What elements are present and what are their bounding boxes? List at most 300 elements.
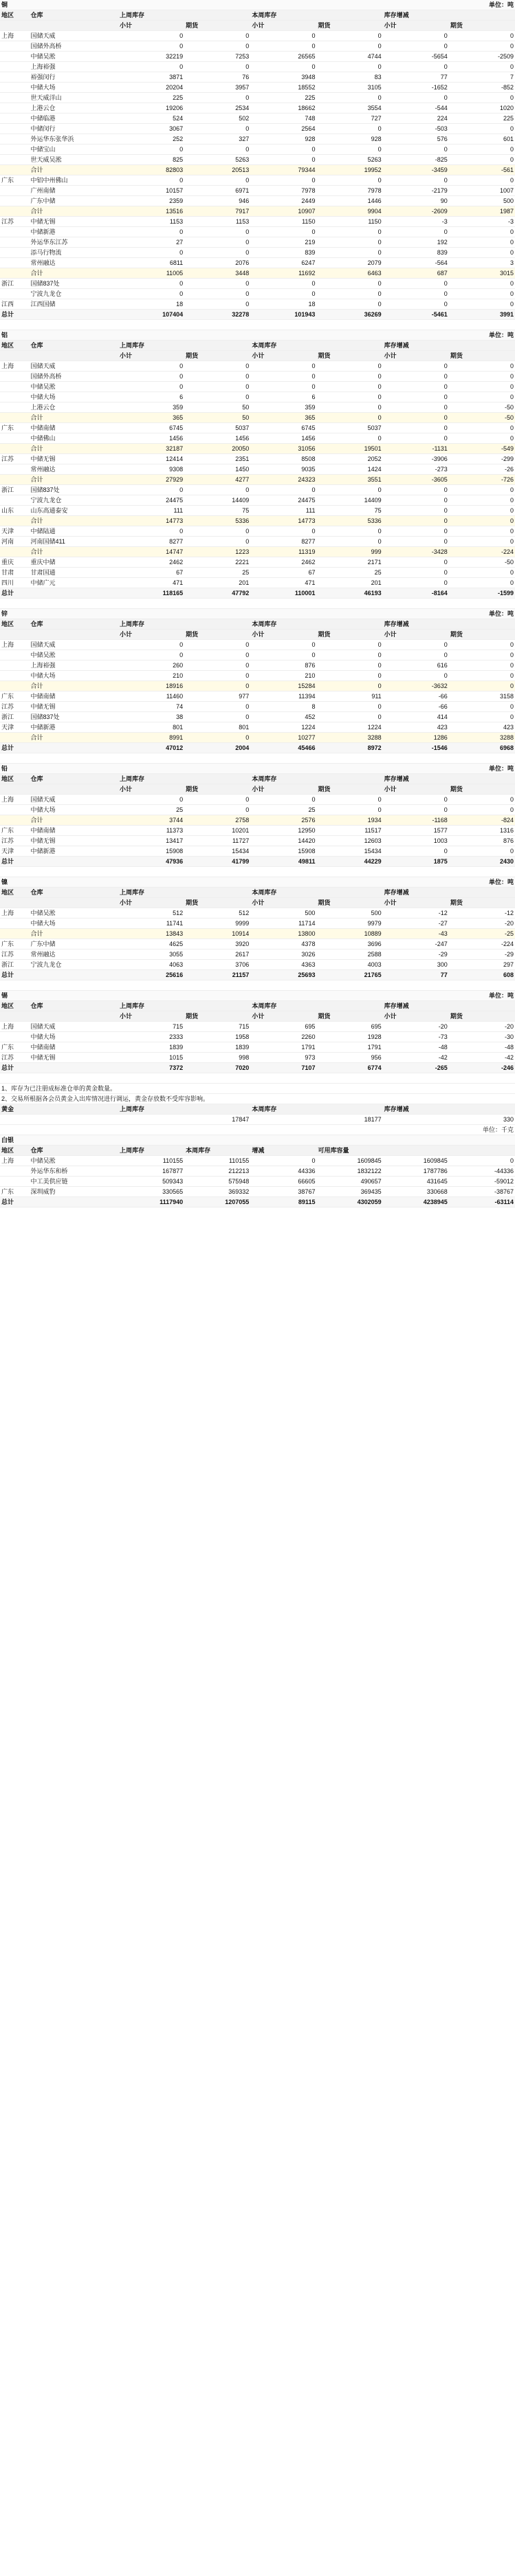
table-row <box>0 31 515 41</box>
metal-title: 镍 <box>0 877 383 888</box>
value-cell: 0 <box>449 423 515 433</box>
table-row <box>0 795 515 805</box>
value-cell: 50 <box>184 413 250 423</box>
table-row <box>0 62 515 72</box>
table-row <box>0 526 515 537</box>
header-cell: 仓库 <box>30 774 119 784</box>
value-cell: 0 <box>383 433 449 444</box>
value-cell: 8277 <box>118 537 184 547</box>
header-cell: 地区 <box>0 1001 30 1011</box>
value-cell: 1015 <box>118 1053 184 1063</box>
table-row <box>0 671 515 681</box>
region-cell: 总计 <box>0 310 30 320</box>
subheader-cell: 小计 <box>383 21 449 31</box>
value-cell: 0 <box>184 372 250 382</box>
value-cell: 500 <box>250 908 316 919</box>
value-cell: 14409 <box>316 495 382 506</box>
value-cell: 524 <box>118 114 184 124</box>
value-cell: 47792 <box>184 588 250 599</box>
warehouse-cell: 合计 <box>30 815 119 826</box>
value-cell: 67 <box>118 568 184 578</box>
value-cell: 14773 <box>250 516 316 526</box>
value-cell: 0 <box>316 289 382 299</box>
value-cell: 7107 <box>250 1063 316 1073</box>
value-cell: 0 <box>449 526 515 537</box>
value-cell: 0 <box>449 702 515 712</box>
value-cell: -5461 <box>383 310 449 320</box>
subheader-cell: 期货 <box>184 1011 250 1022</box>
value-cell: 0 <box>250 289 316 299</box>
table-row <box>0 72 515 83</box>
region-cell: 总计 <box>0 970 30 980</box>
value-cell: 0 <box>250 526 316 537</box>
header-cell: 仓库 <box>30 10 119 21</box>
subheader-cell <box>0 898 30 908</box>
value-cell: 0 <box>250 41 316 52</box>
silver-header-cell <box>383 1146 449 1156</box>
value-cell: 3551 <box>316 475 382 485</box>
table-row <box>0 578 515 588</box>
value-cell: 0 <box>184 41 250 52</box>
unit-label: 单位：吨 <box>383 0 515 10</box>
value-cell: 1286 <box>383 733 449 743</box>
value-cell: 252 <box>118 134 184 144</box>
value-cell: 0 <box>383 526 449 537</box>
region-cell: 上海 <box>0 640 30 650</box>
value-cell: -48 <box>383 1042 449 1053</box>
unit-label: 单位：吨 <box>383 877 515 888</box>
value-cell: 225 <box>250 93 316 103</box>
value-cell: -42 <box>383 1053 449 1063</box>
value-cell: -12 <box>383 908 449 919</box>
value-cell: 3696 <box>316 939 382 949</box>
gap-cell <box>0 599 515 609</box>
warehouse-cell: 宁波九龙仓 <box>30 289 119 299</box>
region-cell <box>0 681 30 691</box>
value-cell: 25 <box>184 568 250 578</box>
value-cell: 575948 <box>184 1177 250 1187</box>
value-cell: 928 <box>250 134 316 144</box>
value-cell: -852 <box>449 83 515 93</box>
region-cell <box>0 805 30 815</box>
metal-title-row <box>0 609 515 619</box>
section-gap <box>0 320 515 330</box>
warehouse-cell: 山东高通泰安 <box>30 506 119 516</box>
value-cell: 0 <box>449 805 515 815</box>
value-cell: 4378 <box>250 939 316 949</box>
value-cell: -561 <box>449 165 515 175</box>
value-cell: 0 <box>383 557 449 568</box>
unit-label: 单位：吨 <box>383 609 515 619</box>
region-cell <box>0 206 30 217</box>
value-cell: 89115 <box>250 1197 316 1208</box>
value-cell: 0 <box>449 41 515 52</box>
header-cell <box>184 774 250 784</box>
region-cell <box>0 41 30 52</box>
value-cell: 27 <box>118 237 184 248</box>
warehouse-cell: 广州南储 <box>30 186 119 196</box>
value-cell: 75 <box>316 506 382 516</box>
region-cell: 广东 <box>0 826 30 836</box>
warehouse-cell: 中储无锡 <box>30 1053 119 1063</box>
value-cell: 0 <box>383 289 449 299</box>
value-cell: 0 <box>316 372 382 382</box>
header-row <box>0 341 515 351</box>
warehouse-cell: 外运华东和桥 <box>30 1166 119 1177</box>
value-cell: 0 <box>184 671 250 681</box>
warehouse-cell: 上海裕强 <box>30 62 119 72</box>
value-cell: 5263 <box>316 155 382 165</box>
gold-value-row <box>0 1115 515 1125</box>
value-cell: 19206 <box>118 103 184 114</box>
value-cell: 11714 <box>250 919 316 929</box>
value-cell: 20204 <box>118 83 184 93</box>
value-cell: 0 <box>383 495 449 506</box>
table-row <box>0 908 515 919</box>
value-cell: -3 <box>449 217 515 227</box>
value-cell: 0 <box>449 650 515 661</box>
gold-title: 黄金 <box>0 1104 118 1115</box>
warehouse-cell <box>30 310 119 320</box>
warehouse-cell: 中储南储 <box>30 826 119 836</box>
value-cell: 0 <box>449 279 515 289</box>
value-cell: -26 <box>449 464 515 475</box>
value-cell: 1787786 <box>383 1166 449 1177</box>
warehouse-cell: 常州融达 <box>30 949 119 960</box>
region-cell <box>0 165 30 175</box>
value-cell: 1424 <box>316 464 382 475</box>
header-cell <box>184 619 250 630</box>
value-cell: 0 <box>449 1156 515 1166</box>
value-cell: 0 <box>316 361 382 372</box>
value-cell: 2004 <box>184 743 250 753</box>
value-cell: 0 <box>383 795 449 805</box>
region-cell <box>0 62 30 72</box>
subheader-cell <box>0 784 30 795</box>
value-cell: 0 <box>184 661 250 671</box>
header-cell: 本周库存 <box>250 1001 316 1011</box>
warehouse-cell: 中储临港 <box>30 114 119 124</box>
subheader-cell: 小计 <box>250 630 316 640</box>
value-cell: 10277 <box>250 733 316 743</box>
region-cell <box>0 258 30 268</box>
subheader-cell: 期货 <box>184 898 250 908</box>
subheader-cell: 小计 <box>118 784 184 795</box>
region-cell <box>0 103 30 114</box>
subheader-cell <box>0 21 30 31</box>
region-cell: 总计 <box>0 1197 30 1208</box>
value-cell: 695 <box>250 1022 316 1032</box>
region-cell <box>0 83 30 93</box>
silver-header-cell: 增减 <box>250 1146 316 1156</box>
value-cell: 1456 <box>250 433 316 444</box>
warehouse-cell: 中储吴淞 <box>30 650 119 661</box>
subheader-cell: 期货 <box>316 784 382 795</box>
gold-change-value: 330 <box>383 1115 515 1125</box>
region-cell: 广东 <box>0 1042 30 1053</box>
warehouse-cell <box>30 743 119 753</box>
value-cell: -503 <box>383 124 449 134</box>
value-cell: 0 <box>449 144 515 155</box>
region-cell: 浙江 <box>0 712 30 722</box>
value-cell: 0 <box>184 702 250 712</box>
warehouse-cell: 世天威洋山 <box>30 93 119 103</box>
value-cell: 11727 <box>184 836 250 846</box>
header-cell: 地区 <box>0 10 30 21</box>
section-gap <box>0 753 515 764</box>
value-cell: 0 <box>118 62 184 72</box>
warehouse-cell: 合计 <box>30 413 119 423</box>
warehouse-cell: 合计 <box>30 516 119 526</box>
subheader-cell: 期货 <box>449 1011 515 1022</box>
header-cell: 库存增减 <box>383 888 449 898</box>
value-cell: 0 <box>184 640 250 650</box>
value-cell: 6463 <box>316 268 382 279</box>
table-row <box>0 939 515 949</box>
value-cell: 0 <box>250 1156 316 1166</box>
value-cell: 0 <box>184 805 250 815</box>
warehouse-cell: 中储吴淞 <box>30 52 119 62</box>
region-cell <box>0 929 30 939</box>
value-cell: -299 <box>449 454 515 464</box>
value-cell: 2079 <box>316 258 382 268</box>
value-cell: -1168 <box>383 815 449 826</box>
value-cell: 2171 <box>316 557 382 568</box>
value-cell: 0 <box>118 31 184 41</box>
warehouse-cell: 中储吴淞 <box>30 908 119 919</box>
region-cell <box>0 402 30 413</box>
value-cell: 0 <box>316 485 382 495</box>
header-row <box>0 774 515 784</box>
subheader-cell <box>30 630 119 640</box>
value-cell: 6745 <box>118 423 184 433</box>
value-cell: 7372 <box>118 1063 184 1073</box>
subheader-row <box>0 351 515 361</box>
warehouse-cell: 中储吴淞 <box>30 382 119 392</box>
value-cell: 0 <box>250 155 316 165</box>
value-cell: 0 <box>383 578 449 588</box>
value-cell: 6971 <box>184 186 250 196</box>
table-row <box>0 743 515 753</box>
value-cell: 15908 <box>250 846 316 857</box>
warehouse-cell: 中储大场 <box>30 392 119 402</box>
warehouse-cell: 国储天威 <box>30 361 119 372</box>
value-cell: 6 <box>118 392 184 402</box>
silver-title-row <box>0 1135 515 1146</box>
table-row <box>0 506 515 516</box>
value-cell: 0 <box>449 93 515 103</box>
table-row <box>0 722 515 733</box>
value-cell: 0 <box>184 733 250 743</box>
silver-header-cell: 可用库容量 <box>316 1146 382 1156</box>
value-cell: 3026 <box>250 949 316 960</box>
value-cell: 0 <box>316 712 382 722</box>
region-cell <box>0 815 30 826</box>
value-cell: 0 <box>383 568 449 578</box>
value-cell: 20050 <box>184 444 250 454</box>
value-cell: -50 <box>449 557 515 568</box>
value-cell: 0 <box>118 144 184 155</box>
silver-header-cell: 仓库 <box>30 1146 119 1156</box>
value-cell: 13843 <box>118 929 184 939</box>
value-cell: 0 <box>383 402 449 413</box>
table-row <box>0 196 515 206</box>
table-row <box>0 846 515 857</box>
header-row <box>0 619 515 630</box>
silver-row <box>0 1177 515 1187</box>
inventory-report <box>0 0 515 1208</box>
value-cell: -2509 <box>449 52 515 62</box>
value-cell: 471 <box>250 578 316 588</box>
value-cell: -726 <box>449 475 515 485</box>
value-cell: 512 <box>118 908 184 919</box>
value-cell: 1224 <box>250 722 316 733</box>
value-cell: 2576 <box>250 815 316 826</box>
value-cell: 0 <box>250 62 316 72</box>
region-cell <box>0 1032 30 1042</box>
warehouse-cell: 广东中储 <box>30 196 119 206</box>
value-cell: 10201 <box>184 826 250 836</box>
value-cell: 101943 <box>250 310 316 320</box>
value-cell: 0 <box>316 299 382 310</box>
gap-cell <box>0 1073 515 1084</box>
table-row <box>0 857 515 867</box>
value-cell: 0 <box>184 795 250 805</box>
header-cell: 库存增减 <box>383 341 449 351</box>
subheader-cell: 小计 <box>383 630 449 640</box>
warehouse-cell <box>30 970 119 980</box>
section-gap <box>0 980 515 991</box>
value-cell: 0 <box>184 237 250 248</box>
warehouse-cell: 国储837处 <box>30 279 119 289</box>
value-cell: 2462 <box>250 557 316 568</box>
table-row <box>0 444 515 454</box>
value-cell: 25 <box>118 805 184 815</box>
value-cell: 5263 <box>184 155 250 165</box>
metal-title-row <box>0 0 515 10</box>
value-cell: 0 <box>316 93 382 103</box>
warehouse-cell: 常州融达 <box>30 258 119 268</box>
region-cell <box>0 268 30 279</box>
value-cell: 0 <box>383 516 449 526</box>
value-cell: 0 <box>118 640 184 650</box>
subheader-cell: 小计 <box>118 898 184 908</box>
warehouse-cell: 外运华东张华浜 <box>30 134 119 144</box>
warehouse-cell <box>30 1063 119 1073</box>
table-row <box>0 661 515 671</box>
value-cell: 0 <box>383 31 449 41</box>
region-cell <box>0 144 30 155</box>
value-cell: 0 <box>118 175 184 186</box>
warehouse-cell: 中储南储 <box>30 423 119 433</box>
value-cell: 608 <box>449 970 515 980</box>
value-cell: 0 <box>383 299 449 310</box>
region-cell <box>0 52 30 62</box>
value-cell: -549 <box>449 444 515 454</box>
value-cell: 225 <box>449 114 515 124</box>
value-cell: 14420 <box>250 836 316 846</box>
value-cell: 18 <box>250 299 316 310</box>
table-row <box>0 217 515 227</box>
value-cell: 6745 <box>250 423 316 433</box>
value-cell: 9308 <box>118 464 184 475</box>
value-cell: 715 <box>184 1022 250 1032</box>
value-cell: 0 <box>184 175 250 186</box>
value-cell: 5037 <box>316 423 382 433</box>
table-row <box>0 83 515 93</box>
value-cell: 0 <box>184 289 250 299</box>
value-cell: 7978 <box>316 186 382 196</box>
value-cell: 12414 <box>118 454 184 464</box>
value-cell: 21157 <box>184 970 250 980</box>
warehouse-cell: 中工美供应链 <box>30 1177 119 1187</box>
value-cell: -38767 <box>449 1187 515 1197</box>
table-row <box>0 919 515 929</box>
value-cell: 0 <box>316 681 382 691</box>
value-cell: 6247 <box>250 258 316 268</box>
table-row <box>0 279 515 289</box>
value-cell: 825 <box>118 155 184 165</box>
value-cell: 1150 <box>250 217 316 227</box>
region-cell <box>0 919 30 929</box>
warehouse-cell: 中储大场 <box>30 671 119 681</box>
region-cell: 江苏 <box>0 949 30 960</box>
region-cell: 江苏 <box>0 217 30 227</box>
value-cell: 1150 <box>316 217 382 227</box>
value-cell: 0 <box>383 144 449 155</box>
subheader-cell: 期货 <box>184 351 250 361</box>
value-cell: 0 <box>316 702 382 712</box>
header-cell: 本周库存 <box>250 341 316 351</box>
header-cell: 库存增减 <box>383 619 449 630</box>
value-cell: 8991 <box>118 733 184 743</box>
value-cell: 260 <box>118 661 184 671</box>
value-cell: 0 <box>449 433 515 444</box>
warehouse-cell: 常州融达 <box>30 464 119 475</box>
subheader-cell: 期货 <box>316 630 382 640</box>
value-cell: 2351 <box>184 454 250 464</box>
value-cell: 998 <box>184 1053 250 1063</box>
value-cell: 0 <box>449 640 515 650</box>
value-cell: 0 <box>316 433 382 444</box>
header-cell: 上周库存 <box>118 1001 184 1011</box>
value-cell: 3288 <box>449 733 515 743</box>
table-row <box>0 568 515 578</box>
header-cell: 仓库 <box>30 619 119 630</box>
value-cell: -27 <box>383 919 449 929</box>
value-cell: -2179 <box>383 186 449 196</box>
subheader-cell: 期货 <box>316 1011 382 1022</box>
subheader-cell: 小计 <box>250 784 316 795</box>
value-cell: 110155 <box>118 1156 184 1166</box>
region-cell <box>0 289 30 299</box>
table-row <box>0 681 515 691</box>
subheader-cell: 小计 <box>118 630 184 640</box>
value-cell: 5336 <box>184 516 250 526</box>
subheader-cell <box>0 630 30 640</box>
value-cell: 0 <box>250 382 316 392</box>
table-row <box>0 1042 515 1053</box>
value-cell: 2076 <box>184 258 250 268</box>
value-cell: 19952 <box>316 165 382 175</box>
region-cell: 上海 <box>0 31 30 41</box>
region-cell: 总计 <box>0 857 30 867</box>
value-cell: 25 <box>316 568 382 578</box>
value-cell: 0 <box>449 506 515 516</box>
value-cell: 3015 <box>449 268 515 279</box>
value-cell: 3 <box>449 258 515 268</box>
silver-header-cell: 地区 <box>0 1146 30 1156</box>
